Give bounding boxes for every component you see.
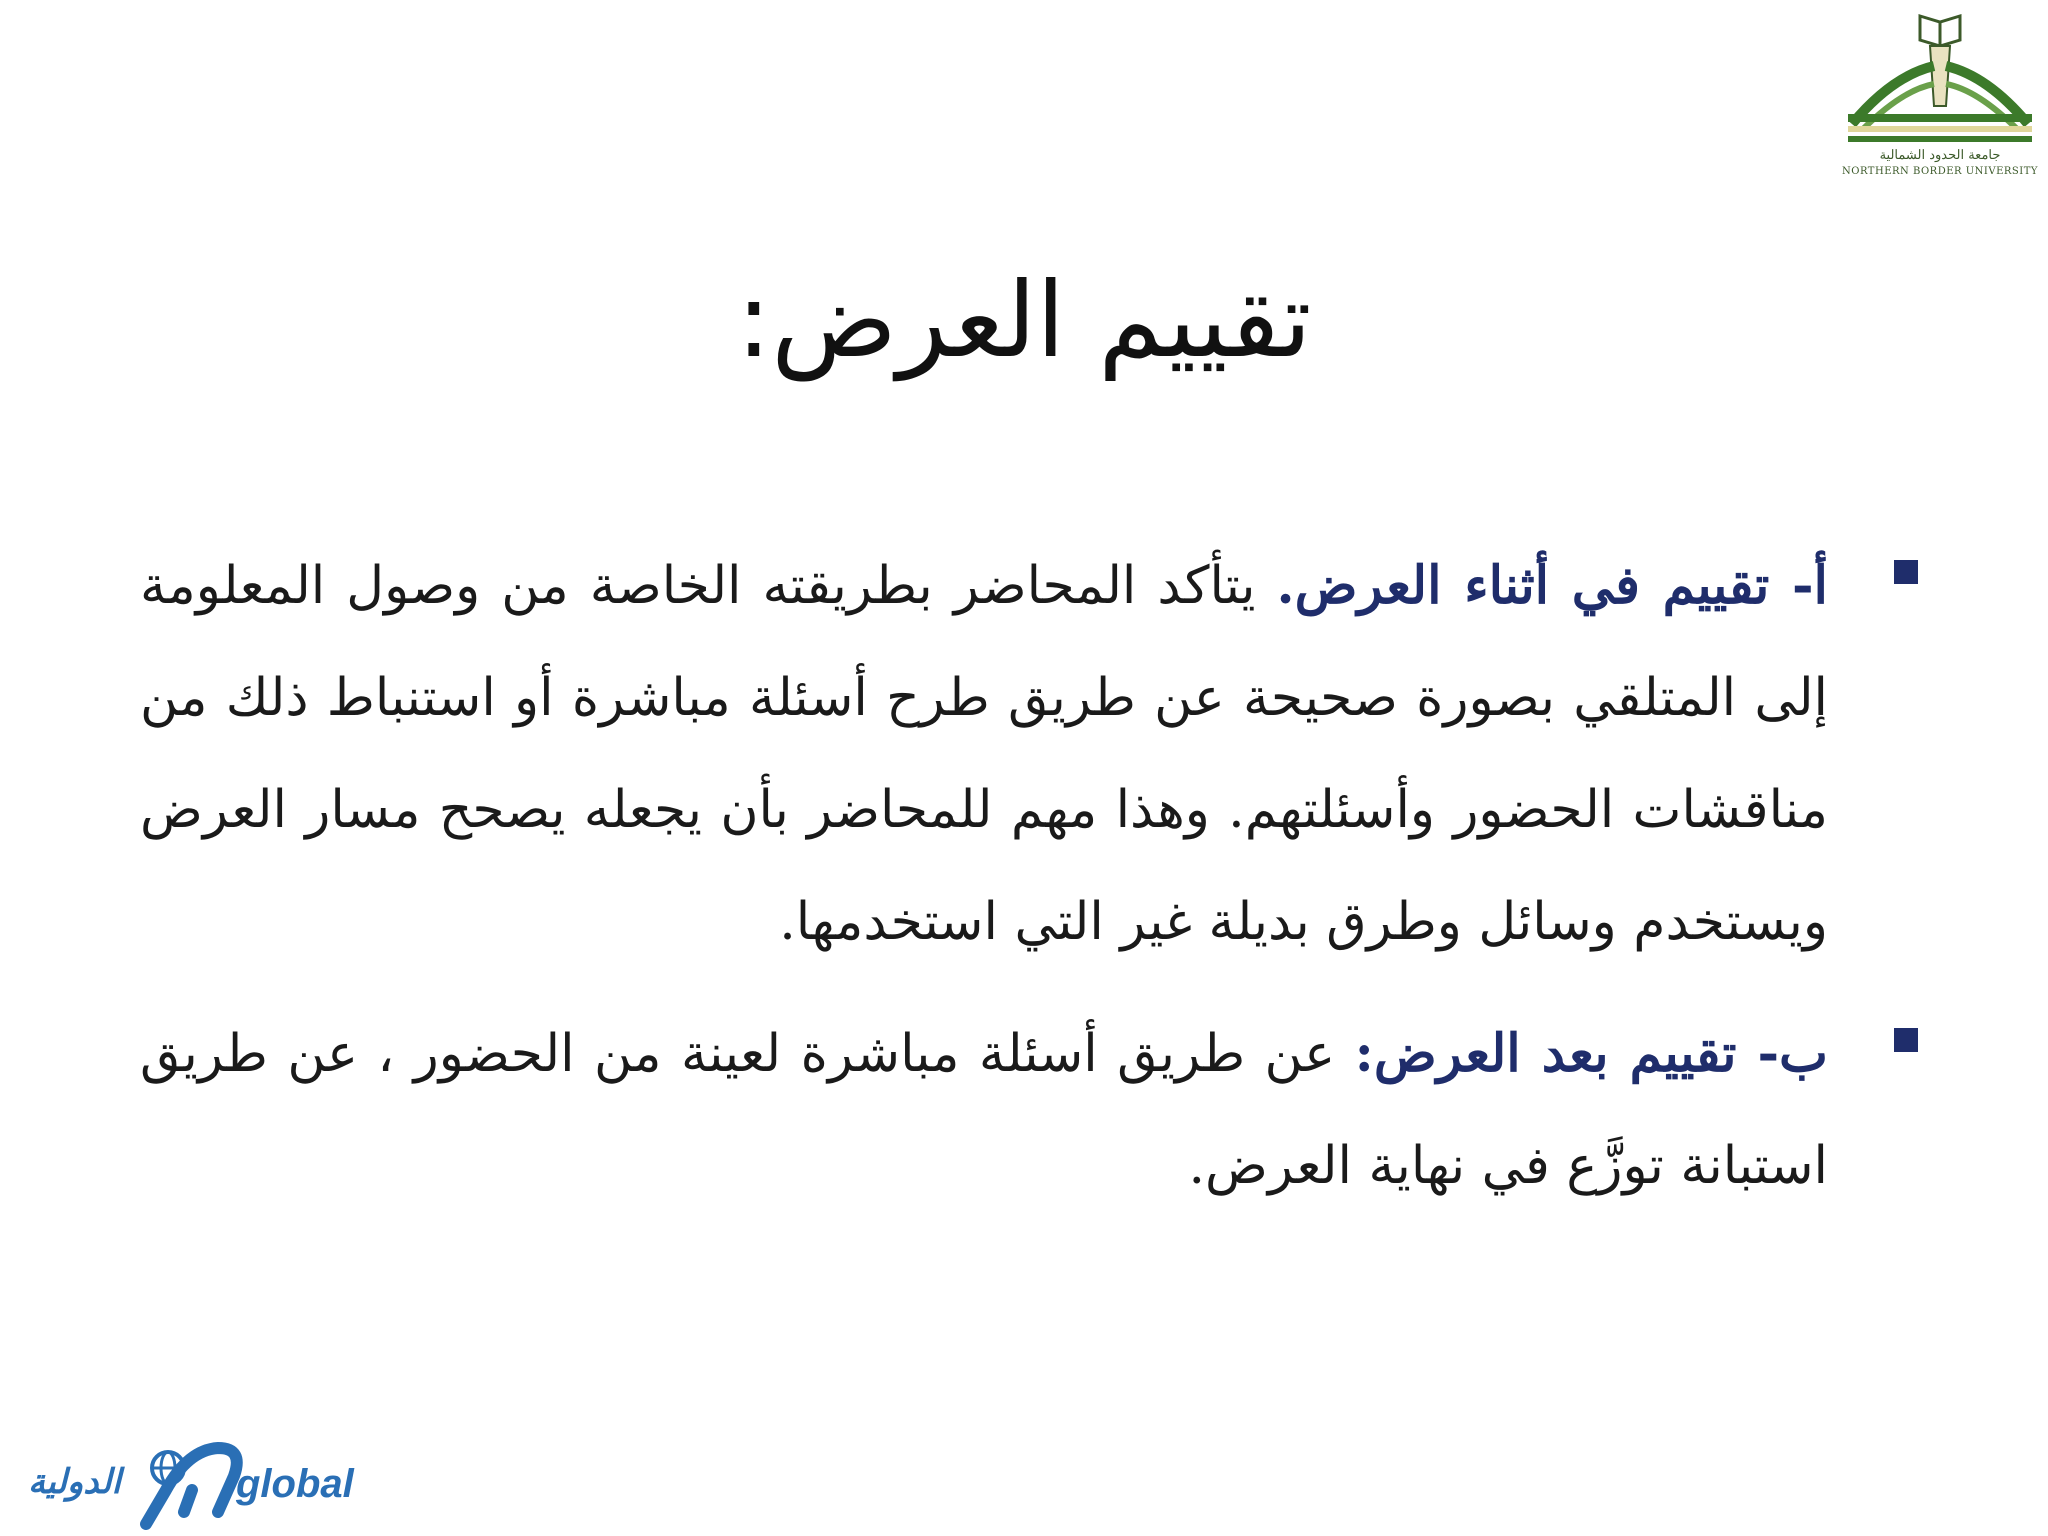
university-logo xyxy=(1842,6,2038,182)
bullet-item xyxy=(140,530,1878,978)
bullet-item xyxy=(140,998,1878,1222)
nglobal-logo-icon xyxy=(132,1420,252,1530)
university-logo-icon xyxy=(1842,6,2038,146)
logo-arabic-name: جامعة الحدود الشمالية xyxy=(1879,148,2001,163)
square-bullet-icon xyxy=(1894,1028,1918,1052)
footer-logo xyxy=(22,1420,362,1530)
slide-content xyxy=(140,530,1878,1242)
slide-title: تقييم العرض: xyxy=(736,259,1312,381)
footer-logo-arabic: الدولية xyxy=(28,1462,121,1502)
footer-logo-latin: global xyxy=(236,1462,354,1506)
bullet-text: عن طريق أسئلة مباشرة لعينة من الحضور ، عن طريق استبانة توزَّع في نهاية العرض. xyxy=(140,1024,1828,1196)
bullet-lead: ب- تقييم بعد العرض: xyxy=(1354,1023,1828,1084)
bullet-lead: أ- تقييم في أثناء العرض. xyxy=(1276,555,1828,616)
bullet-text: يتأكد المحاضر بطريقته الخاصة من وصول المعلومة إلى المتلقي بصورة صحيحة عن طريق طرح أسئلة مباشرة أو استنباط ذلك من مناقشات الحضور وأسئلتهم. وهذا مهم للمحاضر بأن يجعله يصحح مسار العرض ويستخدم وسائل وطرق بديلة غير التي استخدمها. xyxy=(140,556,1828,952)
square-bullet-icon xyxy=(1894,560,1918,584)
logo-english-name: NORTHERN BORDER UNIVERSITY xyxy=(1842,166,2038,177)
